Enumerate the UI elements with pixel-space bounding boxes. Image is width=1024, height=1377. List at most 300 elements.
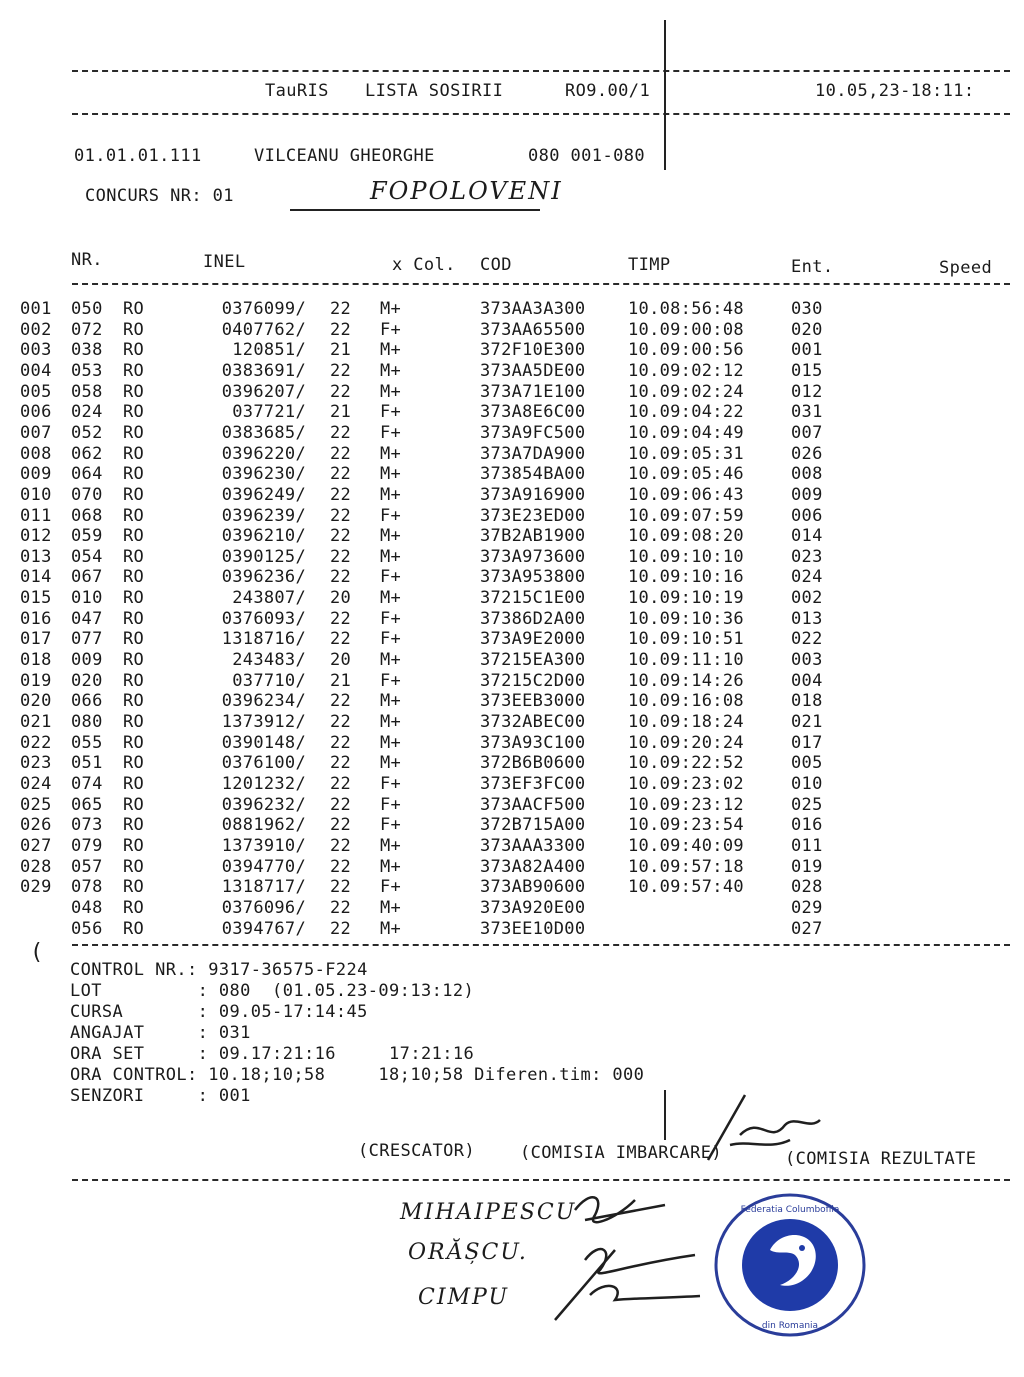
row-year: 22 xyxy=(330,381,352,402)
row-country: RO xyxy=(123,546,145,567)
row-index: 009 xyxy=(20,464,52,485)
row-nr: 038 xyxy=(71,340,103,361)
row-sex: F+ xyxy=(380,422,402,443)
row-time: 10.09:23:12 xyxy=(628,794,744,815)
committee-name-2: ORĂȘCU. xyxy=(408,1240,528,1265)
row-year: 22 xyxy=(330,484,352,505)
row-country: RO xyxy=(123,753,145,774)
row-entry: 013 xyxy=(791,608,823,629)
row-year: 22 xyxy=(330,732,352,753)
row-time: 10.09:14:26 xyxy=(628,670,744,691)
cursa-line: CURSA : 09.05-17:14:45 xyxy=(70,1002,368,1022)
row-code: 3732ABEC00 xyxy=(480,712,586,732)
row-code: 373A9FC500 xyxy=(480,422,586,443)
row-code: 373A973600 xyxy=(480,546,586,567)
committee-name-1: MIHAIPESCU xyxy=(400,1200,577,1225)
row-country: RO xyxy=(123,422,145,443)
row-sex: F+ xyxy=(380,877,402,898)
row-ring: 037721/ xyxy=(232,402,306,423)
row-ring: 0396249/ xyxy=(221,484,306,505)
row-code: 373AB90600 xyxy=(480,877,586,898)
system-name: TauRIS xyxy=(265,81,329,101)
row-country: RO xyxy=(123,484,145,505)
row-code: 372F10E300 xyxy=(480,340,586,361)
row-ring: 0396230/ xyxy=(221,464,306,485)
row-index: 017 xyxy=(20,629,52,650)
row-entry: 015 xyxy=(791,360,823,381)
row-sex: F+ xyxy=(380,567,402,588)
row-index: 029 xyxy=(20,877,52,898)
row-code: 373A953800 xyxy=(480,567,586,588)
row-nr: 057 xyxy=(71,856,103,877)
row-ring: 0396210/ xyxy=(221,526,306,547)
row-index: 028 xyxy=(20,856,52,877)
row-time: 10.09:23:02 xyxy=(628,773,744,794)
row-code: 373AA3A300 xyxy=(480,299,586,319)
row-ring: 0396239/ xyxy=(221,505,306,526)
row-sex: F+ xyxy=(380,629,402,650)
row-entry: 020 xyxy=(791,319,823,340)
row-code: 373A93C100 xyxy=(480,732,586,753)
row-entry: 005 xyxy=(791,753,823,774)
row-time: 10.09:57:18 xyxy=(628,856,744,877)
row-index: 013 xyxy=(20,546,52,567)
row-time: 10.08:56:48 xyxy=(628,299,744,319)
col-header-timp: TIMP xyxy=(628,255,671,275)
control-number: CONTROL NR.: 9317-36575-F224 xyxy=(70,960,368,980)
row-time: 10.09:10:19 xyxy=(628,588,744,609)
row-nr: 054 xyxy=(71,546,103,567)
row-entry: 016 xyxy=(791,815,823,836)
ora-control-line: ORA CONTROL: 10.18;10;58 18;10;58 Diferen.tim: 000 xyxy=(70,1065,645,1085)
row-country: RO xyxy=(123,877,145,898)
row-entry: 001 xyxy=(791,340,823,361)
row-code: 373AA5DE00 xyxy=(480,360,586,381)
ora-set-line: ORA SET : 09.17:21:16 17:21:16 xyxy=(70,1044,475,1064)
row-ring: 1318717/ xyxy=(221,877,306,898)
row-code: 373EEB3000 xyxy=(480,691,586,712)
signature-divider xyxy=(72,1179,1010,1181)
row-year: 22 xyxy=(330,464,352,485)
row-sex: M+ xyxy=(380,340,402,361)
row-ring: 0396232/ xyxy=(221,794,306,815)
fold-line-bottom xyxy=(664,1090,666,1140)
row-sex: M+ xyxy=(380,753,402,774)
row-ring: 037710/ xyxy=(232,670,306,691)
col-header-speed: Speed xyxy=(939,258,993,278)
fold-line-top xyxy=(664,20,666,170)
row-ring: 0881962/ xyxy=(221,815,306,836)
row-time: 10.09:00:08 xyxy=(628,319,744,340)
row-ring: 1373912/ xyxy=(221,712,306,732)
row-index: 001 xyxy=(20,299,52,319)
row-time: 10.09:40:09 xyxy=(628,835,744,856)
row-code: 372B715A00 xyxy=(480,815,586,836)
row-country: RO xyxy=(123,897,145,918)
row-year: 22 xyxy=(330,608,352,629)
row-year: 22 xyxy=(330,567,352,588)
row-ring: 0396207/ xyxy=(221,381,306,402)
row-code: 373A71E100 xyxy=(480,381,586,402)
row-ring: 120851/ xyxy=(232,340,306,361)
row-sex: M+ xyxy=(380,897,402,918)
row-sex: M+ xyxy=(380,691,402,712)
row-nr: 052 xyxy=(71,422,103,443)
row-country: RO xyxy=(123,815,145,836)
row-time: 10.09:00:56 xyxy=(628,340,744,361)
row-code: 373A9E2000 xyxy=(480,629,586,650)
row-country: RO xyxy=(123,691,145,712)
row-entry: 004 xyxy=(791,670,823,691)
row-country: RO xyxy=(123,629,145,650)
row-nr: 047 xyxy=(71,608,103,629)
table-footer-divider xyxy=(72,944,1010,946)
row-time: 10.09:11:10 xyxy=(628,650,744,671)
row-nr: 073 xyxy=(71,815,103,836)
row-sex: F+ xyxy=(380,794,402,815)
row-nr: 065 xyxy=(71,794,103,815)
row-index: 016 xyxy=(20,608,52,629)
row-country: RO xyxy=(123,505,145,526)
row-code: 373A7DA900 xyxy=(480,443,586,464)
row-code: 37B2AB1900 xyxy=(480,526,586,547)
col-header-xcol: x Col. xyxy=(392,255,456,275)
fancier-id: 01.01.01.111 xyxy=(74,146,202,166)
row-code: 373A8E6C00 xyxy=(480,402,586,423)
row-sex: M+ xyxy=(380,712,402,732)
row-index: 014 xyxy=(20,567,52,588)
row-nr: 024 xyxy=(71,402,103,423)
row-sex: M+ xyxy=(380,464,402,485)
row-nr: 058 xyxy=(71,381,103,402)
row-sex: M+ xyxy=(380,918,402,939)
row-country: RO xyxy=(123,588,145,609)
row-time: 10.09:04:49 xyxy=(628,422,744,443)
row-entry: 025 xyxy=(791,794,823,815)
row-sex: M+ xyxy=(380,381,402,402)
row-nr: 072 xyxy=(71,319,103,340)
row-nr: 078 xyxy=(71,877,103,898)
header-bottom-divider xyxy=(72,113,1010,115)
row-entry: 023 xyxy=(791,546,823,567)
row-code: 37386D2A00 xyxy=(480,608,586,629)
row-sex: M+ xyxy=(380,443,402,464)
row-nr: 059 xyxy=(71,526,103,547)
row-year: 22 xyxy=(330,918,352,939)
row-country: RO xyxy=(123,360,145,381)
row-ring: 243807/ xyxy=(232,588,306,609)
row-year: 22 xyxy=(330,526,352,547)
row-time: 10.09:05:31 xyxy=(628,443,744,464)
row-code: 373AA65500 xyxy=(480,319,586,340)
committee-name-3: CIMPU xyxy=(418,1285,510,1310)
label-crescator: (CRESCATOR) xyxy=(358,1141,475,1161)
row-index: 015 xyxy=(20,588,52,609)
row-nr: 068 xyxy=(71,505,103,526)
row-year: 22 xyxy=(330,794,352,815)
table-header-divider xyxy=(72,283,1010,285)
row-year: 22 xyxy=(330,856,352,877)
row-ring: 0396220/ xyxy=(221,443,306,464)
row-entry: 019 xyxy=(791,856,823,877)
row-sex: F+ xyxy=(380,505,402,526)
row-index: 022 xyxy=(20,732,52,753)
row-entry: 008 xyxy=(791,464,823,485)
row-nr: 051 xyxy=(71,753,103,774)
row-year: 22 xyxy=(330,546,352,567)
row-code: 373854BA00 xyxy=(480,464,586,485)
row-index: 002 xyxy=(20,319,52,340)
row-year: 22 xyxy=(330,877,352,898)
row-sex: M+ xyxy=(380,299,402,319)
row-index: 027 xyxy=(20,835,52,856)
row-nr: 056 xyxy=(71,918,103,939)
row-country: RO xyxy=(123,650,145,671)
row-country: RO xyxy=(123,712,145,732)
row-nr: 062 xyxy=(71,443,103,464)
row-time: 10.09:18:24 xyxy=(628,712,744,732)
row-ring: 0396234/ xyxy=(221,691,306,712)
angajat-line: ANGAJAT : 031 xyxy=(70,1023,251,1043)
row-year: 22 xyxy=(330,815,352,836)
row-entry: 021 xyxy=(791,712,823,732)
signature-imbarcare xyxy=(700,1085,830,1175)
row-sex: F+ xyxy=(380,608,402,629)
row-time: 10.09:10:16 xyxy=(628,567,744,588)
row-sex: F+ xyxy=(380,402,402,423)
row-sex: M+ xyxy=(380,588,402,609)
row-country: RO xyxy=(123,464,145,485)
row-country: RO xyxy=(123,794,145,815)
row-country: RO xyxy=(123,340,145,361)
row-nr: 050 xyxy=(71,299,103,319)
row-ring: 0390148/ xyxy=(221,732,306,753)
ring-range: 080 001-080 xyxy=(528,146,645,166)
row-entry: 011 xyxy=(791,835,823,856)
row-ring: 0390125/ xyxy=(221,546,306,567)
row-entry: 031 xyxy=(791,402,823,423)
row-year: 22 xyxy=(330,299,352,319)
row-entry: 029 xyxy=(791,897,823,918)
row-country: RO xyxy=(123,835,145,856)
row-sex: M+ xyxy=(380,650,402,671)
row-sex: M+ xyxy=(380,856,402,877)
row-nr: 053 xyxy=(71,360,103,381)
row-year: 22 xyxy=(330,835,352,856)
row-index: 005 xyxy=(20,381,52,402)
row-ring: 0376100/ xyxy=(221,753,306,774)
row-ring: 0376096/ xyxy=(221,897,306,918)
row-year: 22 xyxy=(330,629,352,650)
row-nr: 074 xyxy=(71,773,103,794)
place-underline xyxy=(290,209,540,211)
row-year: 22 xyxy=(330,753,352,774)
row-sex: M+ xyxy=(380,835,402,856)
row-code: 37215C2D00 xyxy=(480,670,586,691)
header-top-divider xyxy=(72,70,1010,72)
row-index: 012 xyxy=(20,526,52,547)
senzori-line: SENZORI : 001 xyxy=(70,1086,251,1106)
row-index: 026 xyxy=(20,815,52,836)
row-ring: 1318716/ xyxy=(221,629,306,650)
lot-line: LOT : 080 (01.05.23-09:13:12) xyxy=(70,981,475,1001)
row-year: 22 xyxy=(330,691,352,712)
row-index: 011 xyxy=(20,505,52,526)
row-nr: 055 xyxy=(71,732,103,753)
row-ring: 0383691/ xyxy=(221,360,306,381)
document-code: RO9.00/1 xyxy=(565,81,651,101)
print-datetime: 10.05,23-18:11: xyxy=(815,81,975,101)
row-entry: 030 xyxy=(791,299,823,319)
row-sex: M+ xyxy=(380,546,402,567)
row-nr: 020 xyxy=(71,670,103,691)
row-sex: M+ xyxy=(380,484,402,505)
row-sex: F+ xyxy=(380,319,402,340)
row-country: RO xyxy=(123,918,145,939)
federation-stamp-seal xyxy=(710,1190,870,1340)
row-index: 023 xyxy=(20,753,52,774)
row-ring: 0376099/ xyxy=(221,299,306,319)
row-index: 003 xyxy=(20,340,52,361)
col-header-ent: Ent. xyxy=(791,257,834,277)
row-nr: 064 xyxy=(71,464,103,485)
row-code: 373AAA3300 xyxy=(480,835,586,856)
document-title: LISTA SOSIRII xyxy=(365,81,504,101)
row-year: 20 xyxy=(330,588,352,609)
col-header-inel: INEL xyxy=(203,252,246,272)
row-time: 10.09:16:08 xyxy=(628,691,744,712)
row-code: 373EF3FC00 xyxy=(480,773,586,794)
row-year: 22 xyxy=(330,712,352,732)
label-comisia-imbarcare: (COMISIA IMBARCARE) xyxy=(520,1143,723,1163)
row-time: 10.09:02:12 xyxy=(628,360,744,381)
row-ring: 0394770/ xyxy=(221,856,306,877)
row-code: 372B6B0600 xyxy=(480,753,586,774)
row-entry: 028 xyxy=(791,877,823,898)
row-sex: F+ xyxy=(380,773,402,794)
row-entry: 022 xyxy=(791,629,823,650)
row-year: 22 xyxy=(330,422,352,443)
row-nr: 048 xyxy=(71,897,103,918)
row-country: RO xyxy=(123,443,145,464)
row-entry: 014 xyxy=(791,526,823,547)
row-ring: 0396236/ xyxy=(221,567,306,588)
punch-hole-mark: ( xyxy=(30,940,44,965)
row-code: 373A916900 xyxy=(480,484,586,505)
row-index: 010 xyxy=(20,484,52,505)
row-time: 10.09:20:24 xyxy=(628,732,744,753)
row-index: 007 xyxy=(20,422,52,443)
row-ring: 1373910/ xyxy=(221,835,306,856)
row-code: 37215C1E00 xyxy=(480,588,586,609)
row-entry: 002 xyxy=(791,588,823,609)
row-entry: 027 xyxy=(791,918,823,939)
row-sex: F+ xyxy=(380,815,402,836)
row-code: 373A920E00 xyxy=(480,897,586,918)
row-country: RO xyxy=(123,670,145,691)
row-entry: 018 xyxy=(791,691,823,712)
row-entry: 012 xyxy=(791,381,823,402)
row-code: 373EE10D00 xyxy=(480,918,586,939)
row-entry: 024 xyxy=(791,567,823,588)
row-country: RO xyxy=(123,567,145,588)
row-time: 10.09:07:59 xyxy=(628,505,744,526)
row-country: RO xyxy=(123,608,145,629)
row-ring: 243483/ xyxy=(232,650,306,671)
row-sex: F+ xyxy=(380,670,402,691)
row-code: 373A82A400 xyxy=(480,856,586,877)
row-index: 006 xyxy=(20,402,52,423)
row-nr: 066 xyxy=(71,691,103,712)
row-country: RO xyxy=(123,526,145,547)
row-entry: 026 xyxy=(791,443,823,464)
label-comisia-rezultate: (COMISIA REZULTATE xyxy=(785,1149,977,1169)
row-entry: 010 xyxy=(791,773,823,794)
row-country: RO xyxy=(123,319,145,340)
row-index: 025 xyxy=(20,794,52,815)
row-index: 020 xyxy=(20,691,52,712)
row-year: 21 xyxy=(330,670,352,691)
row-index: 004 xyxy=(20,360,52,381)
fancier-name: VILCEANU GHEORGHE xyxy=(254,146,435,166)
row-code: 373AACF500 xyxy=(480,794,586,815)
signature-committee xyxy=(545,1180,705,1330)
row-code: 373E23ED00 xyxy=(480,505,586,526)
col-header-cod: COD xyxy=(480,255,512,275)
row-year: 22 xyxy=(330,773,352,794)
row-nr: 009 xyxy=(71,650,103,671)
row-entry: 007 xyxy=(791,422,823,443)
row-ring: 0394767/ xyxy=(221,918,306,939)
row-nr: 070 xyxy=(71,484,103,505)
row-year: 22 xyxy=(330,360,352,381)
row-index: 019 xyxy=(20,670,52,691)
row-country: RO xyxy=(123,402,145,423)
col-header-nr: NR. xyxy=(71,250,103,270)
row-country: RO xyxy=(123,299,145,319)
row-sex: M+ xyxy=(380,732,402,753)
row-index: 021 xyxy=(20,712,52,732)
row-ring: 0383685/ xyxy=(221,422,306,443)
row-year: 20 xyxy=(330,650,352,671)
row-nr: 067 xyxy=(71,567,103,588)
row-time: 10.09:04:22 xyxy=(628,402,744,423)
row-nr: 079 xyxy=(71,835,103,856)
row-entry: 009 xyxy=(791,484,823,505)
row-entry: 003 xyxy=(791,650,823,671)
svg-text:din Romania: din Romania xyxy=(761,1321,819,1331)
row-ring: 1201232/ xyxy=(221,773,306,794)
row-time: 10.09:23:54 xyxy=(628,815,744,836)
row-sex: M+ xyxy=(380,360,402,381)
row-time: 10.09:05:46 xyxy=(628,464,744,485)
row-year: 21 xyxy=(330,340,352,361)
contest-place-handwritten: FOPOLOVENI xyxy=(370,177,563,205)
row-nr: 080 xyxy=(71,712,103,732)
row-entry: 006 xyxy=(791,505,823,526)
row-time: 10.09:10:10 xyxy=(628,546,744,567)
row-nr: 010 xyxy=(71,588,103,609)
contest-label: CONCURS NR: 01 xyxy=(85,186,234,206)
svg-text:Federatia Columbofila: Federatia Columbofila xyxy=(740,1205,840,1215)
row-time: 10.09:10:36 xyxy=(628,608,744,629)
row-ring: 0376093/ xyxy=(221,608,306,629)
row-time: 10.09:02:24 xyxy=(628,381,744,402)
row-year: 22 xyxy=(330,319,352,340)
row-entry: 017 xyxy=(791,732,823,753)
row-country: RO xyxy=(123,732,145,753)
row-sex: M+ xyxy=(380,526,402,547)
